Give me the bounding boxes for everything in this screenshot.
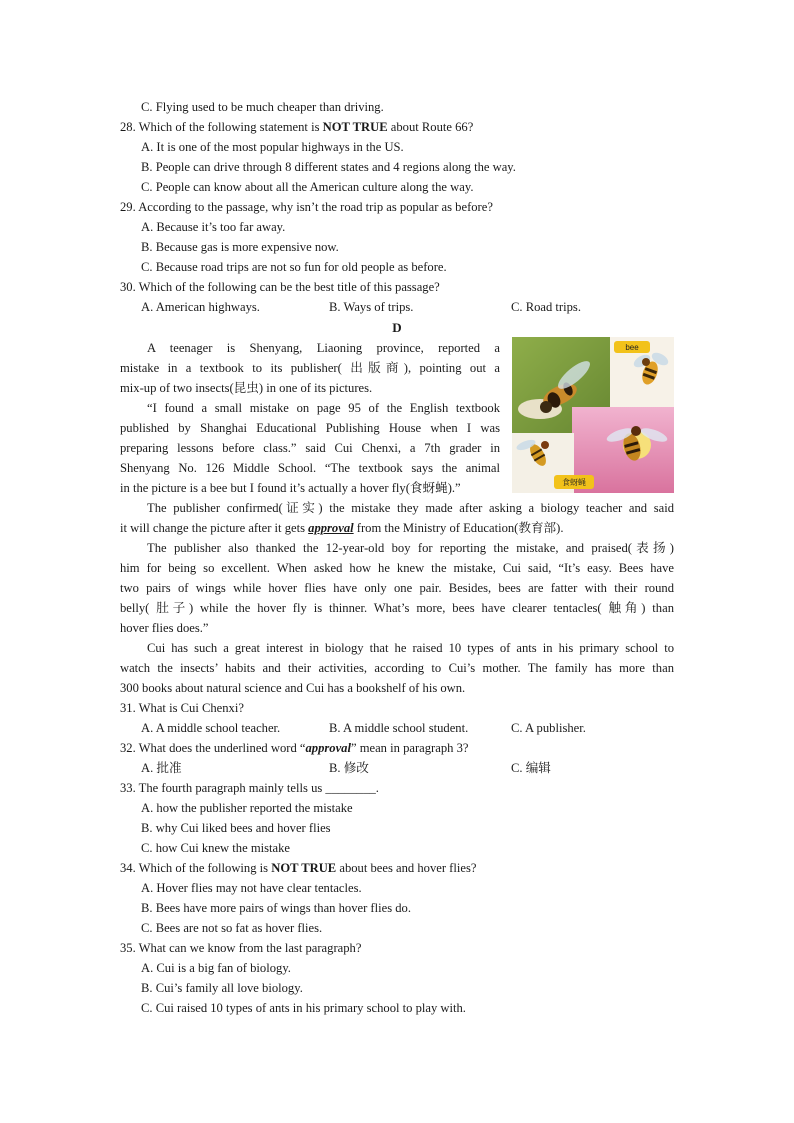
q28-text: 28. Which of the following statement is [120, 120, 323, 134]
q35-option-b: B. Cui’s family all love biology. [141, 981, 303, 995]
bee-label: bee [625, 343, 639, 352]
passage-p4-line4: belly( 肚子) while the hover fly is thinner. What’s more, bees have clearer tentacles( 触角) than [120, 601, 674, 615]
q34-stem [120, 858, 476, 878]
q34-emphasis: NOT TRUE [271, 861, 337, 875]
q31-option-c: C. A publisher. [511, 721, 586, 735]
q28-text-end: about Route 66? [387, 120, 474, 134]
passage-p2-line1: “I found a small mistake on page 95 of the English textbook [147, 401, 500, 415]
q29-option-c: C. Because road trips are not so fun for old people as before. [141, 260, 447, 274]
q28-option-b: B. People can drive through 8 different states and 4 regions along the way. [141, 160, 516, 174]
hoverfly-label: 食蚜蝇 [562, 478, 586, 487]
passage-p2-line3: preparing lessons before class.” said Cui Chenxi, a 7th grader in [120, 441, 500, 455]
q33-option-b: B. why Cui liked bees and hover flies [141, 821, 331, 835]
q31-option-b: B. A middle school student. [329, 721, 469, 735]
q32-stem [120, 738, 468, 758]
q30-option-c: C. Road trips. [511, 300, 581, 314]
q31-option-a: A. A middle school teacher. [141, 721, 281, 735]
passage-p4-line2: him for being so excellent. When asked how he knew the mistake, Cui said, “It’s easy. Bees have [120, 561, 674, 575]
passage-p5-line3: 300 books about natural science and Cui has a bookshelf of his own. [120, 681, 466, 695]
q28-stem [120, 117, 473, 137]
q29-option-a: A. Because it’s too far away. [141, 220, 286, 234]
insect-collage-icon [512, 337, 674, 493]
passage-p2-line5: in the picture is a bee but I found it’s actually a hover fly(食蚜蝇).” [120, 481, 461, 495]
passage-p5-line1: Cui has such a great interest in biology that he raised 10 types of ants in his primary school to [147, 641, 674, 655]
q32-text-end: ” mean in paragraph 3? [350, 741, 469, 755]
q27-option-c: C. Flying used to be much cheaper than driving. [141, 100, 384, 114]
q34-option-b: B. Bees have more pairs of wings than hover flies do. [141, 901, 412, 915]
p3-text: it will change the picture after it gets [120, 521, 309, 535]
q32-word: approval [305, 741, 351, 755]
passage-p1-line1: A teenager is Shenyang, Liaoning province, reported a [147, 341, 500, 355]
passage-p3-line2 [120, 518, 563, 538]
q33-option-c: C. how Cui knew the mistake [141, 841, 291, 855]
q31-stem: 31. What is Cui Chenxi? [120, 701, 244, 715]
underlined-word-approval: approval [308, 521, 354, 535]
passage-p4-line5: hover flies does.” [120, 621, 209, 635]
passage-p1-line3: mix-up of two insects(昆虫) in one of its pictures. [120, 381, 373, 395]
passage-p2-line4: Shenyang No. 126 Middle School. “The textbook says the animal [120, 461, 500, 475]
passage-p4-line1: The publisher also thanked the 12-year-old boy for reporting the mistake, and praised(表扬) [147, 541, 674, 555]
q35-stem: 35. What can we know from the last paragraph? [120, 941, 362, 955]
q32-option-b: B. 修改 [329, 761, 369, 775]
passage-p4-line3: two pairs of wings while hover flies have only one pair. Besides, bees are fatter with their round [120, 581, 674, 595]
bee-hoverfly-photo [512, 337, 674, 493]
q33-option-a: A. how the publisher reported the mistake [141, 801, 353, 815]
passage-p5-line2: watch the insects’ habits and their activities, according to Cui’s mother. The family has more than [120, 661, 674, 675]
q29-stem: 29. According to the passage, why isn’t the road trip as popular as before? [120, 200, 493, 214]
q34-option-a: A. Hover flies may not have clear tentacles. [141, 881, 362, 895]
q32-text: 32. What does the underlined word “ [120, 741, 306, 755]
q30-option-a: A. American highways. [141, 300, 260, 314]
q32-option-a: A. 批准 [141, 761, 182, 775]
q35-option-c: C. Cui raised 10 types of ants in his primary school to play with. [141, 1001, 466, 1015]
passage-p1-line2: mistake in a textbook to its publisher( 出版商), pointing out a [120, 361, 500, 375]
q28-option-c: C. People can know about all the American culture along the way. [141, 180, 474, 194]
q35-option-a: A. Cui is a big fan of biology. [141, 961, 291, 975]
p3-text-end: from the Ministry of Education(教育部). [353, 521, 564, 535]
q30-stem: 30. Which of the following can be the best title of this passage? [120, 280, 440, 294]
section-heading: D [392, 320, 402, 335]
q33-stem: 33. The fourth paragraph mainly tells us ________. [120, 781, 379, 795]
q34-text: 34. Which of the following is [120, 861, 272, 875]
passage-p3-line1: The publisher confirmed(证实) the mistake they made after asking a biology teacher and said [147, 501, 674, 515]
q30-option-b: B. Ways of trips. [329, 300, 414, 314]
q29-option-b: B. Because gas is more expensive now. [141, 240, 339, 254]
q28-emphasis: NOT TRUE [322, 120, 388, 134]
q28-option-a: A. It is one of the most popular highways in the US. [141, 140, 404, 154]
q34-option-c: C. Bees are not so fat as hover flies. [141, 921, 323, 935]
passage-p2-line2: published by Shanghai Educational Publishing House when I was [120, 421, 500, 435]
q32-option-c: C. 编辑 [511, 761, 551, 775]
q34-text-end: about bees and hover flies? [336, 861, 477, 875]
